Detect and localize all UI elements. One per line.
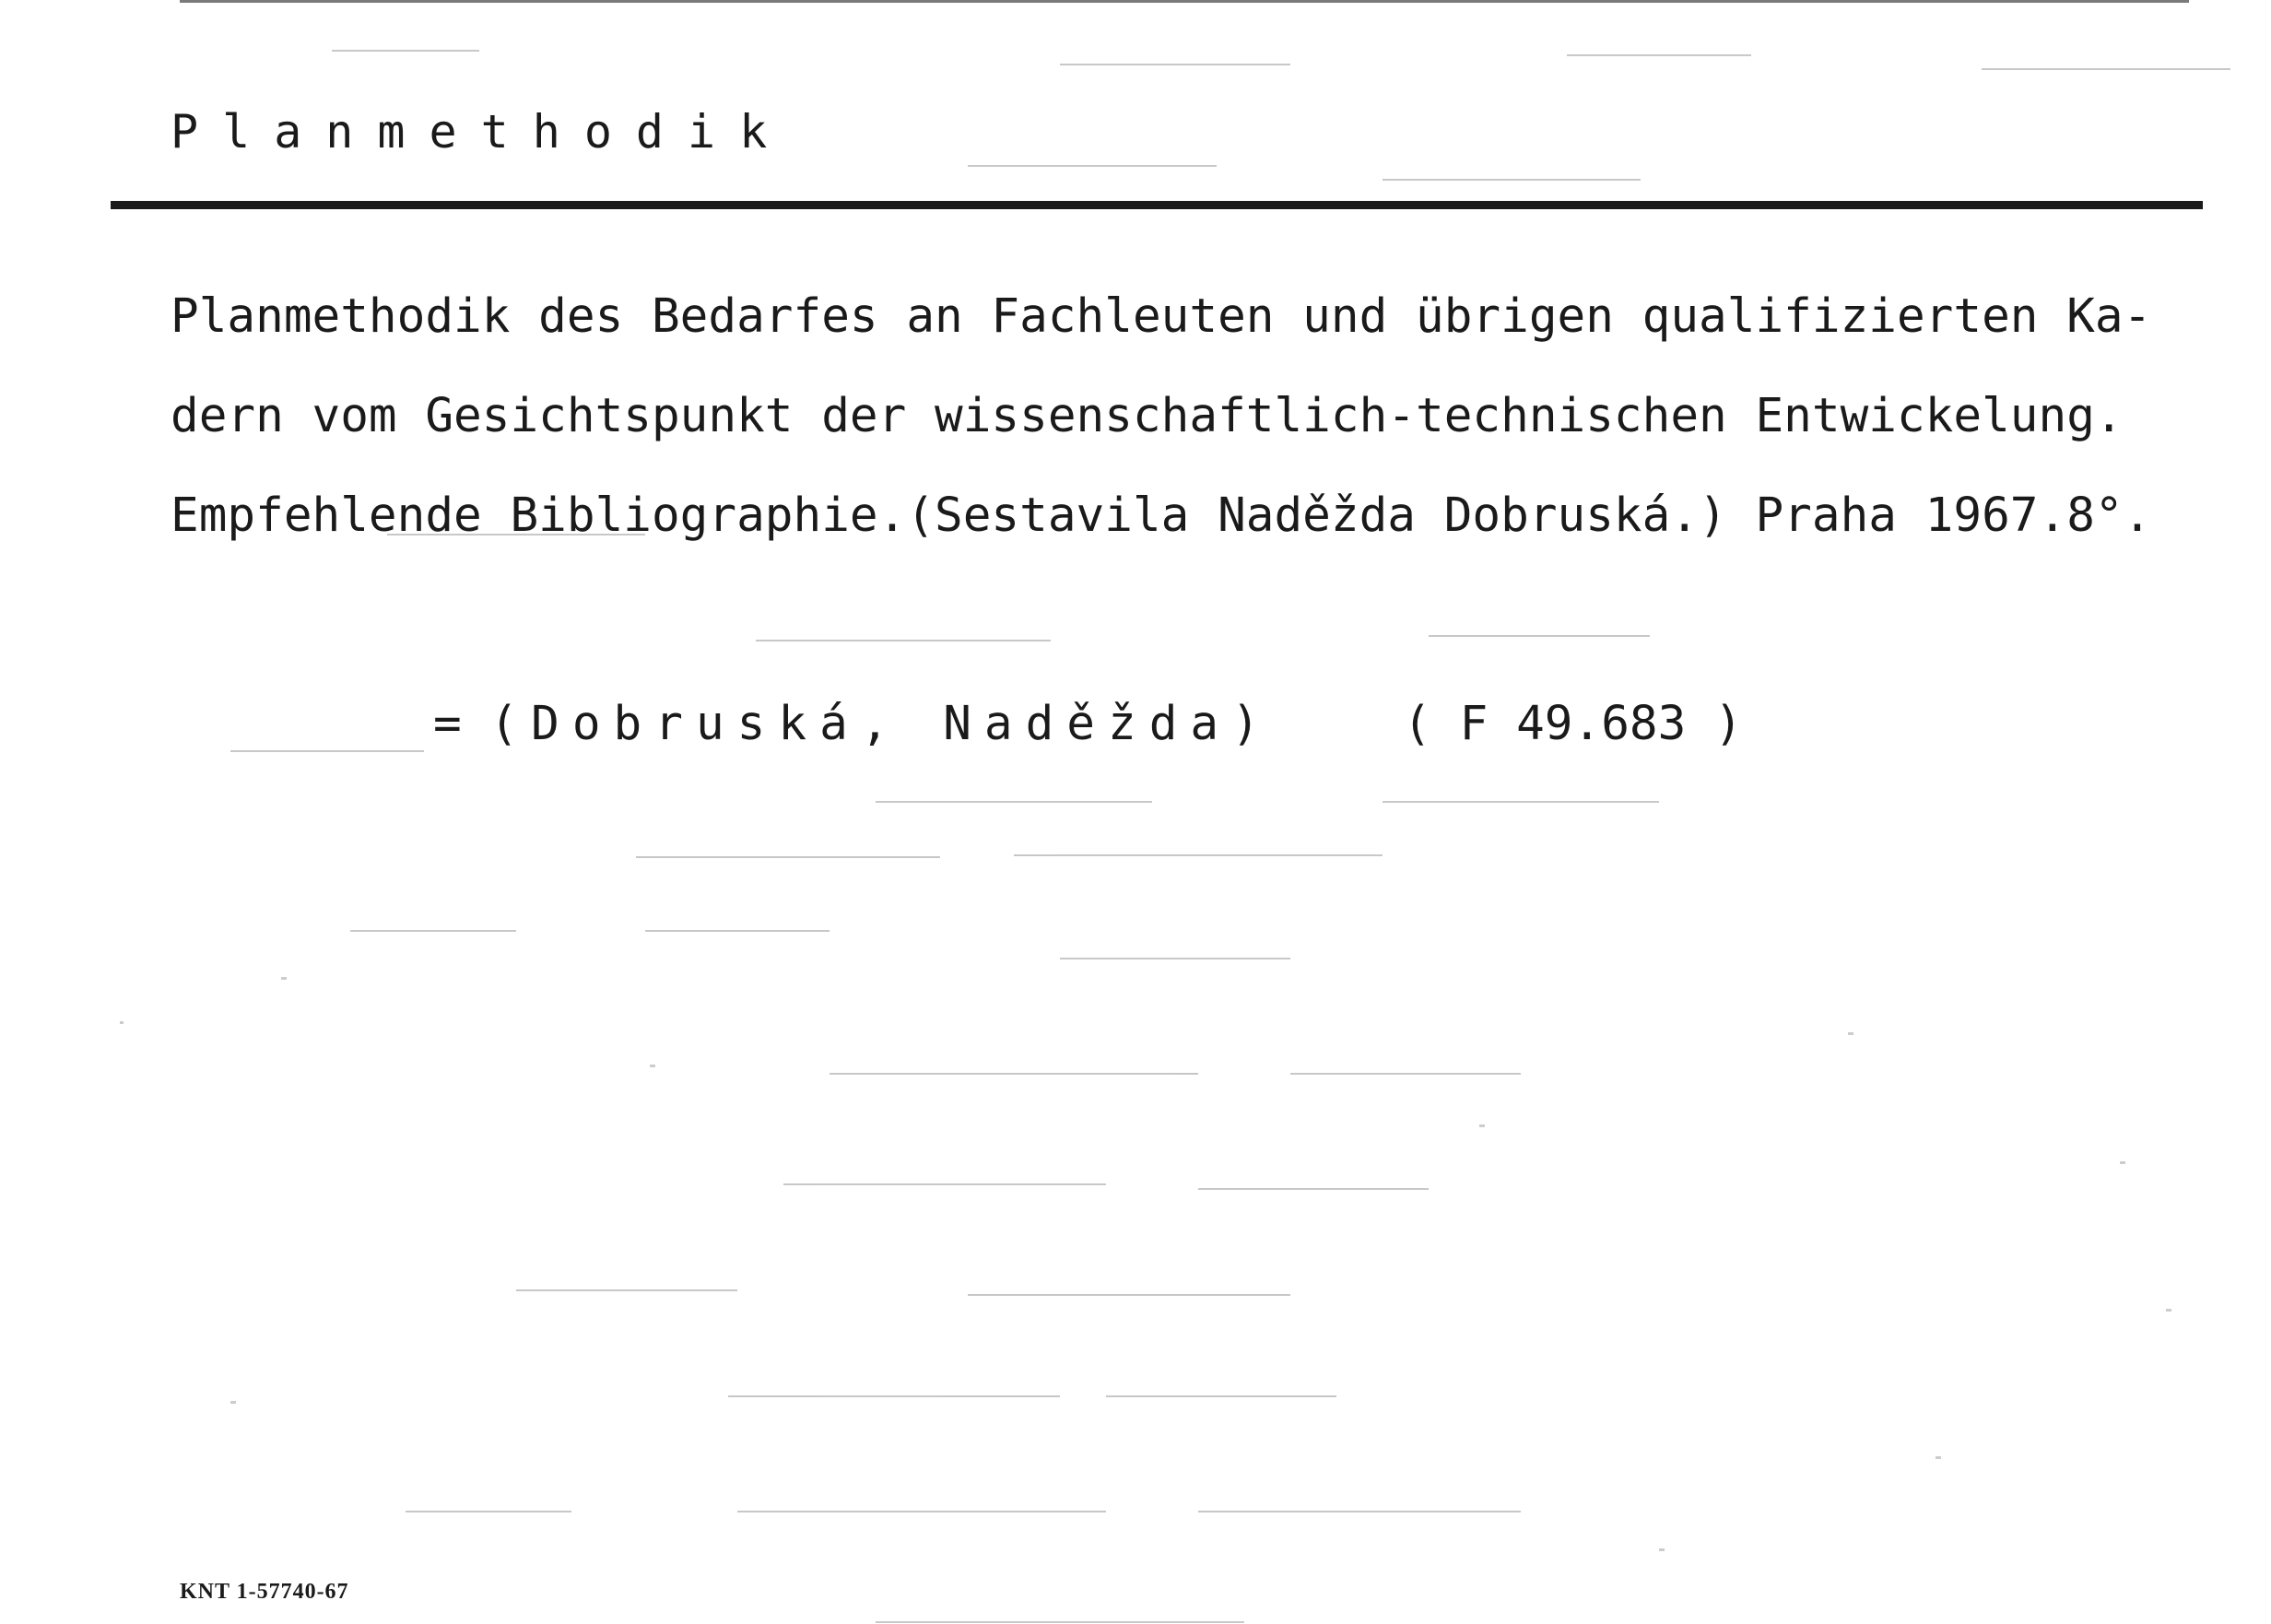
author-subentry [433, 696, 1743, 752]
shelf-signature: ( F 49.683 ) [1403, 697, 1743, 751]
bibliographic-entry [171, 267, 2152, 566]
top-edge-line [180, 0, 2189, 3]
subentry-author-name: (Dobruská, Naděžda) [489, 697, 1273, 751]
card-print-code: KNT 1-57740-67 [180, 1580, 349, 1604]
entry-line-2: dern vom Gesichtspunkt der wissenschaftlich-technischen Entwickelung. [171, 389, 2124, 443]
heading-underline [111, 201, 2203, 209]
entry-line-1: Planmethodik des Bedarfes an Fachleuten und übrigen qualifizierten Ka- [171, 289, 2152, 344]
subentry-prefix: = [433, 697, 462, 751]
entry-line-3: Empfehlende Bibliographie.(Sestavila Naděžda Dobruská.) Praha 1967.8°. [171, 488, 2152, 543]
card-heading: Planmethodik [171, 105, 792, 159]
